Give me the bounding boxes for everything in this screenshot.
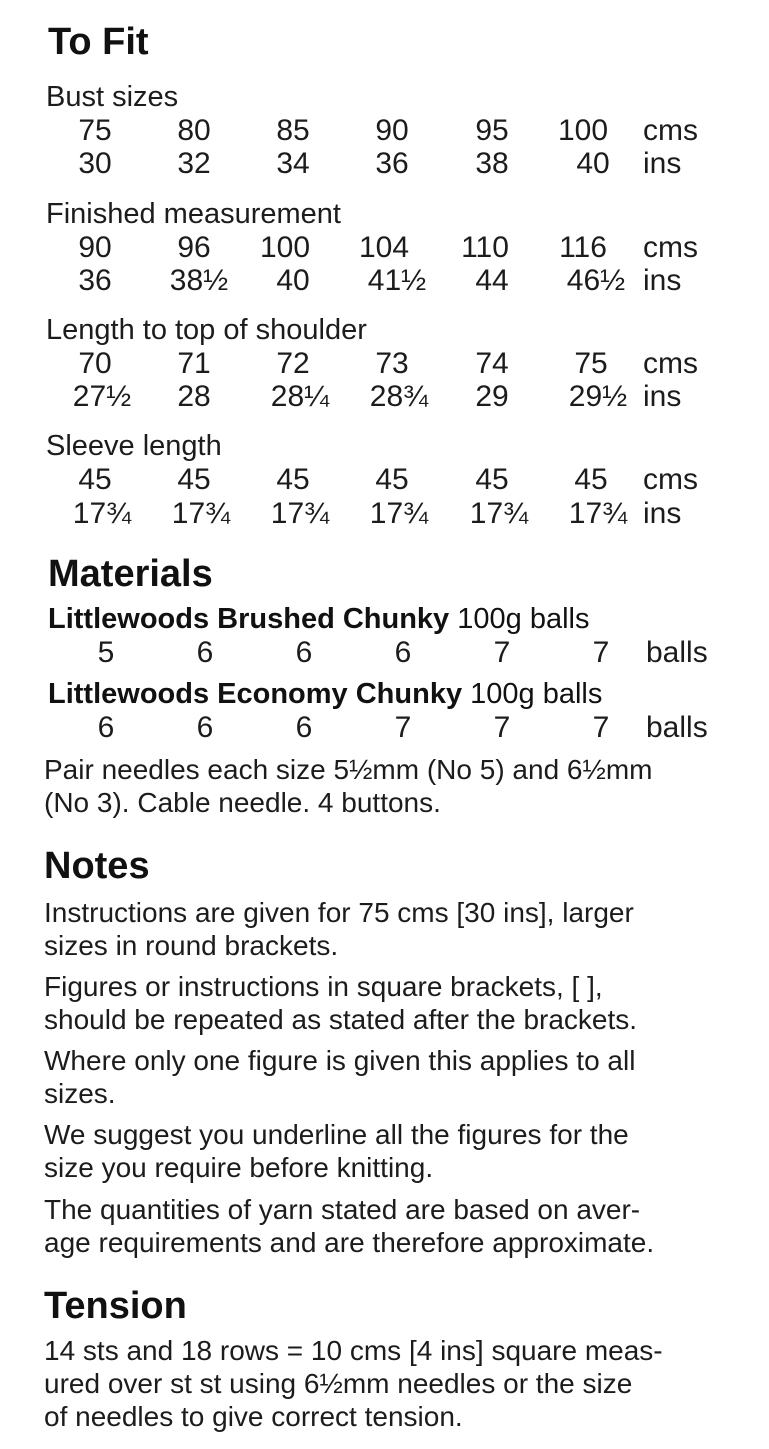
to-fit-heading: To Fit [48,21,149,63]
size-cell: 17¾ [568,497,628,530]
notes-paragraph [44,1118,744,1184]
yarn-detail: 100g balls [470,678,603,710]
size-cell: 70 [78,347,112,380]
yarn-economy-chunky [48,677,602,711]
length-ins-row [0,380,769,414]
yarn-brushed-chunky [48,602,589,636]
size-cell: 90 [375,114,409,147]
size-cell: 104 [358,231,410,264]
length-label: Length to top of shoulder [46,314,367,346]
unit-label: cms [643,231,698,264]
text-line: The quantities of yarn stated are based on aver- [44,1194,641,1225]
size-cell: 80 [177,114,211,147]
text-line: ured over st st using 6½mm needles or the size [44,1368,633,1399]
text-line: should be repeated as stated after the brackets. [44,1004,638,1035]
brushed-balls-row [0,636,769,670]
ball-count: 6 [295,711,313,744]
size-cell: 17¾ [270,497,330,530]
size-cell: 32 [177,147,211,180]
size-cell: 28¼ [270,380,330,413]
size-cell: 71 [177,347,211,380]
bust-cms-row [0,114,769,148]
text-line: sizes in round brackets. [44,930,339,961]
yarn-name: Littlewoods Economy Chunky [48,678,463,710]
ball-count: 6 [394,636,412,669]
ball-count: 6 [196,711,214,744]
ball-count: 7 [394,711,412,744]
bust-sizes-label: Bust sizes [46,81,179,113]
notes-paragraph [44,896,744,962]
text-line: of needles to give correct tension. [44,1401,463,1432]
text-line: Figures or instructions in square brackets, [ ], [44,971,603,1002]
unit-label: cms [643,347,698,380]
size-cell: 41½ [367,264,427,297]
needles-paragraph [44,753,744,819]
size-cell: 28¾ [369,380,429,413]
notes-heading: Notes [44,845,150,887]
size-cell: 100 [259,231,311,264]
notes-paragraph [44,1193,744,1259]
unit-label: ins [643,497,682,530]
text-line: size you require before knitting. [44,1152,434,1183]
size-cell: 45 [78,463,112,496]
size-cell: 110 [461,231,509,264]
size-cell: 17¾ [469,497,529,530]
ball-count: 5 [97,636,115,669]
size-cell: 29 [475,380,509,413]
text-line: 14 sts and 18 rows = 10 cms [4 ins] square meas- [44,1335,663,1366]
size-cell: 27½ [72,380,132,413]
size-cell: 90 [78,231,112,264]
size-cell: 100 [557,114,609,147]
size-cell: 34 [276,147,310,180]
size-cell: 96 [177,231,211,264]
sleeve-cms-row [0,463,769,497]
yarn-name: Littlewoods Brushed Chunky [48,603,450,635]
unit-label: ins [643,264,682,297]
size-cell: 44 [475,264,509,297]
notes-paragraph [44,1044,744,1110]
size-cell: 36 [375,147,409,180]
size-cell: 40 [276,264,310,297]
size-cell: 85 [276,114,310,147]
ball-count: 6 [295,636,313,669]
ball-count: 7 [592,711,610,744]
size-cell: 17¾ [369,497,429,530]
size-cell: 95 [475,114,509,147]
size-cell: 45 [574,463,608,496]
finished-cms-row [0,231,769,265]
size-cell: 29½ [568,380,628,413]
size-cell: 75 [78,114,112,147]
size-cell: 116 [559,231,607,264]
size-cell: 75 [574,347,608,380]
notes-paragraph [44,970,744,1036]
sleeve-ins-row [0,497,769,531]
bust-ins-row [0,147,769,181]
size-cell: 74 [475,347,509,380]
text-line: Instructions are given for 75 cms [30 ins], larger [44,897,634,928]
unit-label: balls [646,636,708,669]
size-cell: 45 [276,463,310,496]
size-cell: 28 [177,380,211,413]
text-line: (No 3). Cable needle. 4 buttons. [44,787,441,818]
materials-heading: Materials [48,553,213,595]
finished-measurement-label: Finished measurement [46,198,341,230]
yarn-detail: 100g balls [457,603,590,635]
size-cell: 46½ [566,264,626,297]
unit-label: cms [643,463,698,496]
size-cell: 45 [177,463,211,496]
text-line: age requirements and are therefore approximate. [44,1227,655,1258]
ball-count: 7 [592,636,610,669]
size-cell: 17¾ [171,497,231,530]
unit-label: ins [643,380,682,413]
size-cell: 45 [375,463,409,496]
economy-balls-row [0,711,769,745]
unit-label: balls [646,711,708,744]
size-cell: 30 [78,147,112,180]
size-cell: 73 [375,347,409,380]
size-cell: 17¾ [72,497,132,530]
tension-paragraph [44,1334,744,1433]
sleeve-length-label: Sleeve length [46,430,222,462]
size-cell: 38 [475,147,509,180]
text-line: sizes. [44,1078,116,1109]
size-cell: 45 [475,463,509,496]
text-line: Where only one figure is given this applies to all [44,1045,636,1076]
size-cell: 72 [276,347,310,380]
tension-heading: Tension [44,1285,187,1327]
unit-label: ins [643,147,682,180]
size-cell: 40 [576,147,610,180]
size-cell: 36 [78,264,112,297]
ball-count: 6 [196,636,214,669]
unit-label: cms [643,114,698,147]
ball-count: 6 [97,711,115,744]
ball-count: 7 [493,636,511,669]
finished-ins-row [0,264,769,298]
length-cms-row [0,347,769,381]
text-line: We suggest you underline all the figures for the [44,1119,629,1150]
text-line: Pair needles each size 5½mm (No 5) and 6½mm [44,754,653,785]
ball-count: 7 [493,711,511,744]
size-cell: 38½ [169,264,229,297]
